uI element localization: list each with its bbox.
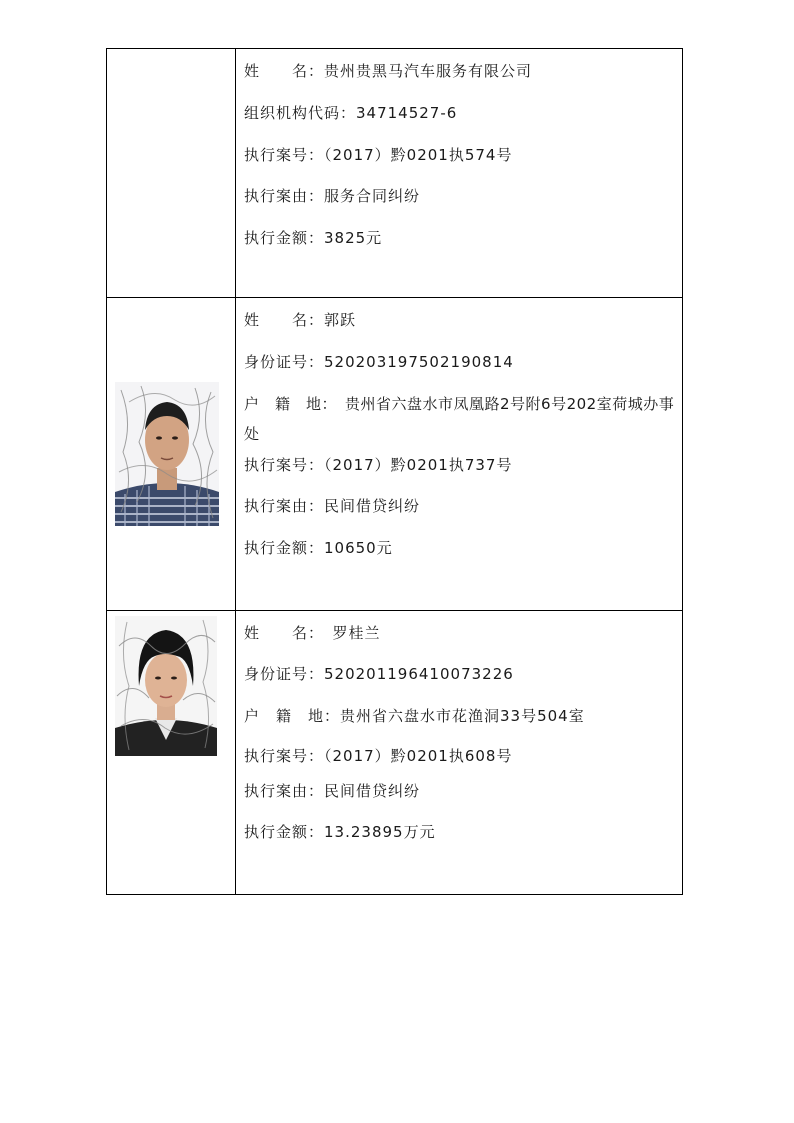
photo-cell-empty — [107, 49, 236, 298]
photo-cell — [107, 298, 236, 611]
case-cause-line: 执行案由：民间借贷纠纷 — [244, 782, 421, 800]
case-cause-line: 执行案由：民间借贷纠纷 — [244, 497, 421, 515]
record-row — [107, 49, 683, 298]
record-row — [107, 611, 683, 895]
id-number-line: 身份证号：520201196410073226 — [244, 665, 514, 683]
name-line: 姓 名：贵州贵黑马汽车服务有限公司 — [244, 62, 533, 80]
records-table — [106, 48, 683, 895]
amount-line: 执行金额：10650元 — [244, 539, 393, 557]
case-number-line: 执行案号：（2017）黔0201执737号 — [244, 456, 513, 474]
record-sheet — [106, 48, 682, 895]
record-row — [107, 298, 683, 611]
info-cell — [236, 611, 683, 895]
residence-line: 户 籍 地： 贵州省六盘水市凤凰路2号附6号202室荷城办事处 — [244, 395, 675, 443]
case-number-line: 执行案号：（2017）黔0201执608号 — [244, 747, 513, 765]
person-photo-guo — [115, 382, 219, 526]
info-cell — [236, 298, 683, 611]
info-cell — [236, 49, 683, 298]
photo-cell — [107, 611, 236, 895]
case-cause-line: 执行案由：服务合同纠纷 — [244, 187, 421, 205]
residence-line: 户 籍 地：贵州省六盘水市花渔洞33号504室 — [244, 707, 585, 725]
org-code-line: 组织机构代码：34714527-6 — [244, 104, 458, 122]
name-line: 姓 名： 罗桂兰 — [244, 624, 381, 642]
case-number-line: 执行案号：（2017）黔0201执574号 — [244, 146, 513, 164]
amount-line: 执行金额：13.23895万元 — [244, 823, 436, 841]
id-number-line: 身份证号：520203197502190814 — [244, 353, 514, 371]
person-photo-luo — [115, 616, 217, 756]
amount-line: 执行金额：3825元 — [244, 229, 383, 247]
name-line: 姓 名：郭跃 — [244, 311, 357, 329]
